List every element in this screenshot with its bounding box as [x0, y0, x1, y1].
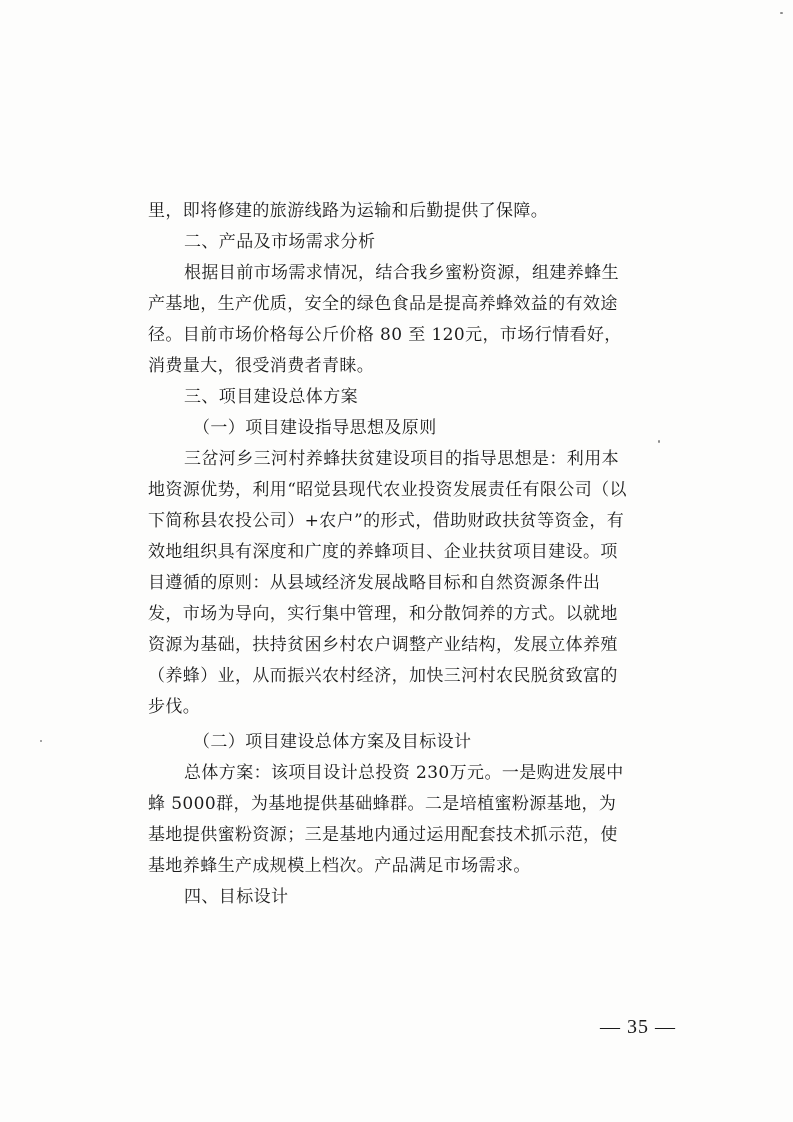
paragraph-line: 根据目前市场需求情况，结合我乡蜜粉资源，组建养蜂生: [184, 263, 619, 283]
paragraph-line: 资源为基础，扶持贫困乡村农户调整产业结构，发展立体养殖: [148, 635, 618, 655]
paragraph-line: 基地提供蜜粉资源；三是基地内通过运用配套技术抓示范，使: [148, 825, 618, 845]
subsection-heading-2: （二）项目建设总体方案及目标设计: [193, 732, 472, 752]
scan-speck: [780, 12, 783, 14]
paragraph-line: 里，即将修建的旅游线路为运输和后勤提供了保障。: [148, 201, 549, 221]
paragraph-line: 下简称县农投公司）+农户”的形式，借助财政扶贫等资金，有: [148, 511, 625, 531]
section-heading-4: 四、目标设计: [184, 887, 289, 907]
body-text: [148, 196, 648, 913]
paragraph-line: 蜂 5000群，为基地提供基础蜂群。二是培植蜜粉源基地，为: [148, 794, 617, 814]
paragraph-line: 发，市场为导向，实行集中管理，和分散饲养的方式。以就地: [148, 604, 618, 624]
subsection-heading-1: （一）项目建设指导思想及原则: [193, 418, 437, 438]
paragraph-line: （养蜂）业，从而振兴农村经济，加快三河村农民脱贫致富的: [148, 666, 618, 686]
page-number: — 35 —: [600, 1016, 676, 1038]
paragraph-line: 步伐。: [148, 697, 201, 717]
scan-speck: [40, 740, 42, 742]
paragraph-line: 总体方案：该项目设计总投资 230万元。一是购进发展中: [184, 763, 624, 783]
paragraph-line: 地资源优势，利用“昭觉县现代农业投资发展责任有限公司（以: [148, 480, 627, 500]
section-heading-3: 三、项目建设总体方案: [184, 387, 358, 407]
paragraph-line: 产基地，生产优质，安全的绿色食品是提高养蜂效益的有效途: [148, 294, 618, 314]
paragraph-line: 基地养蜂生产成规模上档次。产品满足市场需求。: [148, 856, 531, 876]
section-heading-2: 二、产品及市场需求分析: [184, 232, 376, 252]
paragraph-line: 消费量大，很受消费者青睐。: [148, 356, 375, 376]
paragraph-line: 径。目前市场价格每公斤价格 80 至 120元，市场行情看好，: [148, 325, 622, 345]
paragraph-line: 三岔河乡三河村养蜂扶贫建设项目的指导思想是：利用本: [184, 449, 619, 469]
scan-speck: [658, 440, 660, 443]
paragraph-line: 目遵循的原则：从县域经济发展战略目标和自然资源条件出: [148, 573, 601, 593]
paragraph-line: 效地组织具有深度和广度的养蜂项目、企业扶贫项目建设。项: [148, 542, 618, 562]
